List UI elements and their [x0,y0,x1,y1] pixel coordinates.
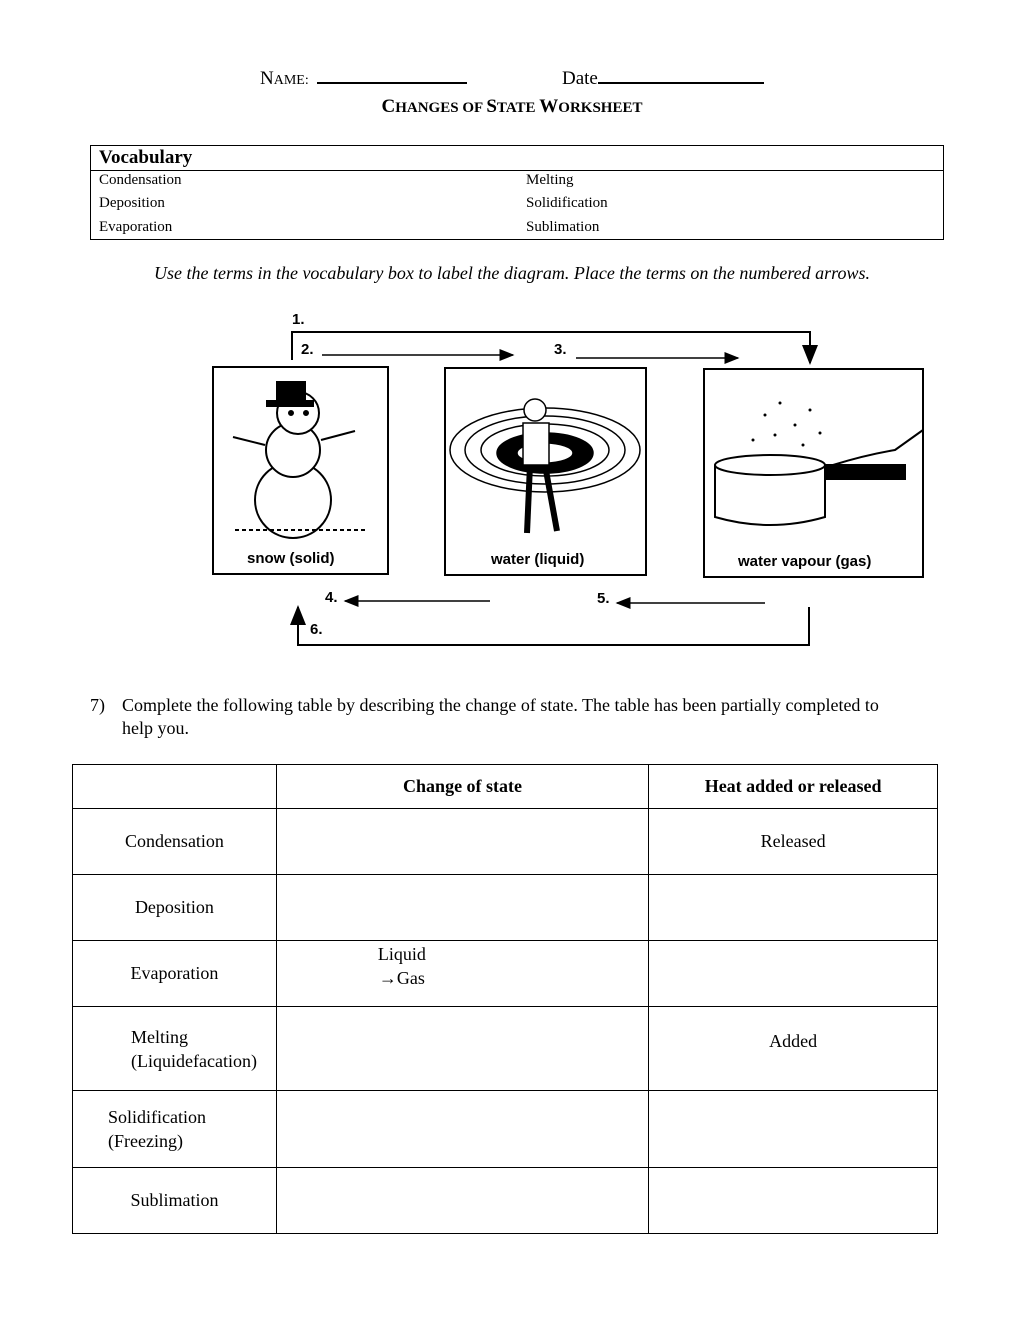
change-line: →Gas [378,968,425,988]
process-cell: Sublimation [73,1168,277,1234]
snow-caption: snow (solid) [247,550,335,567]
arrow-4 [325,589,490,606]
heat-cell[interactable] [649,941,938,1007]
header-cell [73,765,277,809]
header-cell: Change of state [276,765,648,809]
arrow-2 [301,341,513,358]
worksheet-title: CHANGES OF STATE WORKSHEET [381,96,643,117]
question-number: 7) [90,695,105,715]
process-line: Melting [131,1026,188,1047]
process-cell: Deposition [73,875,277,941]
states-of-matter-diagram [205,305,965,655]
table-row [73,1168,938,1234]
date-label: Date [562,68,598,89]
vocabulary-header [91,146,943,171]
vocab-term: Melting [526,172,574,188]
name-blank[interactable] [317,64,467,84]
heat-cell[interactable] [649,1091,938,1168]
instructions: Use the terms in the vocabulary box to label the diagram. Place the terms on the numbered arrows. [153,263,871,283]
change-cell[interactable] [276,875,648,941]
arrow-3 [554,341,738,358]
date-field [562,64,764,90]
change-cell[interactable] [276,1007,648,1091]
gas-caption: water vapour (gas) [738,553,872,570]
change-cell[interactable] [276,1168,648,1234]
process-cell: Condensation [73,809,277,875]
arrow-3-number: 3. [554,341,567,358]
vocabulary-box [90,145,944,240]
name-label-initial: N [260,68,274,89]
change-cell[interactable] [276,1091,648,1168]
name-field [260,64,467,90]
heat-cell[interactable] [649,1168,938,1234]
gas-panel [704,369,923,577]
arrow-2-number: 2. [301,341,314,358]
arrow-6 [298,607,809,645]
table-row [73,1091,938,1168]
name-label-rest: AME: [273,73,309,88]
arrow-6-number: 6. [310,621,323,638]
heat-cell[interactable]: Added [649,1007,938,1091]
arrow-4-number: 4. [325,589,338,606]
process-cell [73,1091,277,1168]
table-row [73,875,938,941]
vocab-term: Evaporation [99,219,173,235]
change-cell[interactable] [276,941,648,1007]
process-line: (Freezing) [108,1131,183,1151]
heat-cell[interactable]: Released [649,809,938,875]
header-cell: Heat added or released [649,765,938,809]
process-cell [73,1007,277,1091]
arrow-1-number: 1. [292,311,305,328]
change-cell[interactable] [276,809,648,875]
table-row [73,809,938,875]
vocab-term: Solidification [526,195,608,211]
table-header-row [73,765,938,809]
date-blank[interactable] [598,64,764,84]
process-line: Solidification [108,1107,206,1127]
vocabulary-heading: Vocabulary [99,147,193,168]
table-row [73,941,938,1007]
vocab-term: Condensation [99,172,182,188]
process-cell: Evaporation [73,941,277,1007]
water-panel [445,368,646,575]
change-of-state-table [72,764,938,1234]
table-row [73,1007,938,1091]
arrow-5 [597,590,765,607]
question-text: Complete the following table by describing the change of state. The table has been partially completed to help you. [122,695,879,738]
snow-panel [213,367,388,574]
vocab-term: Deposition [99,195,165,211]
heat-cell[interactable] [649,875,938,941]
arrow-5-number: 5. [597,590,610,607]
change-line: Liquid [377,944,426,964]
water-caption: water (liquid) [491,551,585,568]
process-line: (Liquidefacation) [131,1050,257,1071]
vocab-term: Sublimation [526,219,600,235]
